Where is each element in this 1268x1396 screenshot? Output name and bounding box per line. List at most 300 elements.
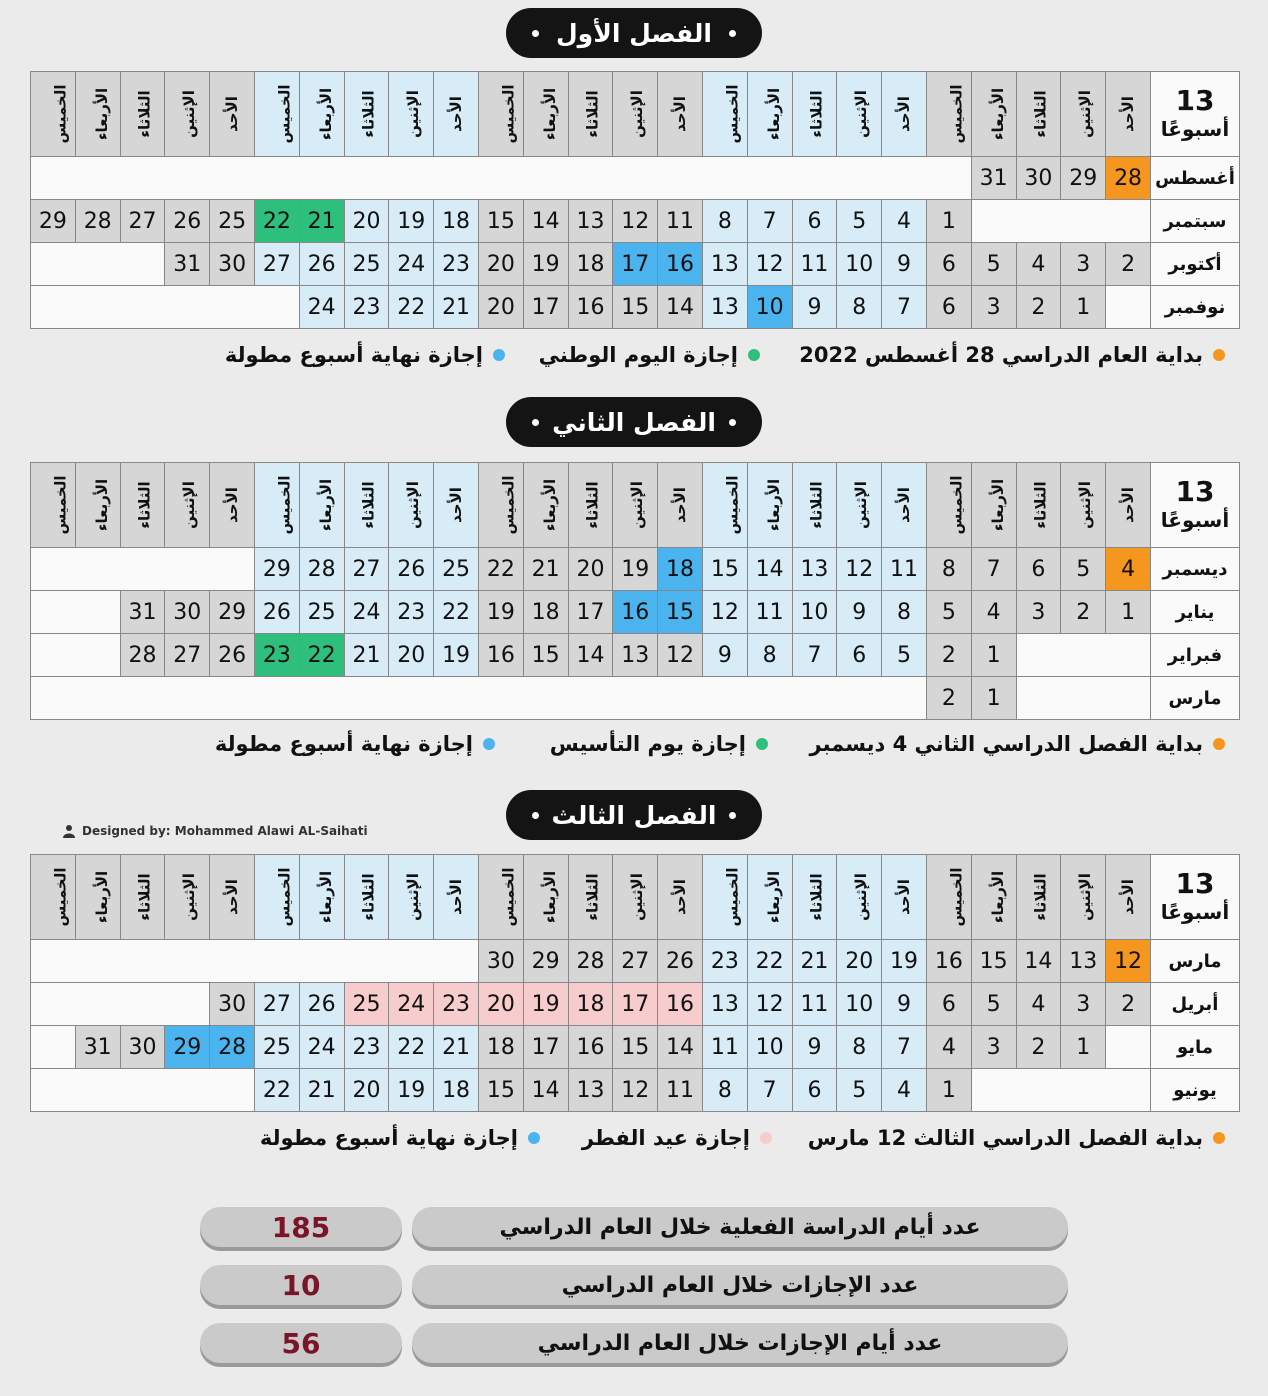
day-cell: 24 bbox=[389, 243, 434, 286]
weekday-label: الأربعاء bbox=[540, 87, 559, 141]
day-cell: 20 bbox=[568, 548, 613, 591]
day-cell: 25 bbox=[210, 200, 255, 243]
weekday-label: الأربعاء bbox=[92, 870, 111, 924]
day-cell: 21 bbox=[344, 634, 389, 677]
day-cell: 21 bbox=[434, 1026, 479, 1069]
month-row bbox=[31, 1026, 1240, 1069]
weekday-header bbox=[971, 463, 1016, 548]
day-cell: 27 bbox=[165, 634, 210, 677]
day-cell: 4 bbox=[882, 1069, 927, 1112]
month-row bbox=[31, 634, 1240, 677]
day-cell: 9 bbox=[882, 983, 927, 1026]
day-cell: 16 bbox=[478, 634, 523, 677]
stat-label: عدد أيام الدراسة الفعلية خلال العام الدراسي bbox=[412, 1207, 1068, 1247]
designer-credit bbox=[62, 824, 368, 838]
weekday-label: الخميس bbox=[947, 84, 966, 144]
weekday-label: الأحد bbox=[223, 879, 242, 915]
day-cell: 30 bbox=[165, 591, 210, 634]
weekday-label: الإثنين bbox=[628, 873, 647, 921]
day-cell: 8 bbox=[882, 591, 927, 634]
month-row bbox=[31, 983, 1240, 1026]
day-cell: 16 bbox=[568, 1026, 613, 1069]
weekday-label: الإثنين bbox=[404, 873, 423, 921]
day-cell: 31 bbox=[75, 1026, 120, 1069]
weekday-header bbox=[389, 463, 434, 548]
weekday-header bbox=[1061, 72, 1106, 157]
day-cell: 28 bbox=[210, 1026, 255, 1069]
day-cell: 28 bbox=[75, 200, 120, 243]
day-cell: 14 bbox=[523, 200, 568, 243]
day-cell: 12 bbox=[747, 983, 792, 1026]
month-row bbox=[31, 157, 1240, 200]
day-cell: 11 bbox=[792, 983, 837, 1026]
day-cell: 31 bbox=[971, 157, 1016, 200]
day-cell: 11 bbox=[882, 548, 927, 591]
legend-dot-icon bbox=[756, 738, 768, 750]
bullet-icon bbox=[532, 812, 539, 819]
weekday-label: الإثنين bbox=[1076, 481, 1095, 529]
day-cell: 19 bbox=[389, 1069, 434, 1112]
day-cell: 30 bbox=[120, 1026, 165, 1069]
weekday-header bbox=[31, 72, 76, 157]
stat-label: عدد الإجازات خلال العام الدراسي bbox=[412, 1265, 1068, 1305]
day-cell: 13 bbox=[568, 1069, 613, 1112]
weeks-word: أسبوعًا bbox=[1160, 508, 1230, 532]
weekday-label: الأحد bbox=[895, 487, 914, 523]
day-cell: 28 bbox=[1106, 157, 1151, 200]
day-cell: 20 bbox=[478, 243, 523, 286]
empty-cell bbox=[1106, 1026, 1151, 1069]
legend-dot-icon bbox=[483, 738, 495, 750]
day-cell: 25 bbox=[299, 591, 344, 634]
weekday-label: الأحد bbox=[447, 487, 466, 523]
legend-dot-icon bbox=[1213, 349, 1225, 361]
legend-dot-icon bbox=[528, 1132, 540, 1144]
day-cell: 26 bbox=[165, 200, 210, 243]
legend-text: إجازة عيد الفطر bbox=[581, 1126, 750, 1150]
day-cell: 18 bbox=[434, 1069, 479, 1112]
day-cell: 9 bbox=[702, 634, 747, 677]
empty-cell bbox=[31, 157, 972, 200]
day-cell: 13 bbox=[613, 634, 658, 677]
day-cell: 30 bbox=[1016, 157, 1061, 200]
day-cell: 5 bbox=[882, 634, 927, 677]
legend-text: بداية العام الدراسي 28 أغسطس 2022 bbox=[799, 343, 1203, 367]
legend-dot-icon bbox=[760, 1132, 772, 1144]
day-cell: 14 bbox=[568, 634, 613, 677]
day-cell: 13 bbox=[568, 200, 613, 243]
day-cell: 6 bbox=[837, 634, 882, 677]
weekday-header bbox=[299, 72, 344, 157]
term-title-text: الفصل الأول bbox=[555, 18, 713, 48]
weekday-header bbox=[120, 463, 165, 548]
day-cell: 13 bbox=[702, 243, 747, 286]
term-2-legend bbox=[0, 732, 1268, 762]
legend-item bbox=[539, 343, 760, 367]
weeks-count-header bbox=[1151, 855, 1240, 940]
day-cell: 2 bbox=[926, 677, 971, 720]
weekday-header bbox=[75, 72, 120, 157]
legend-item bbox=[808, 1126, 1225, 1150]
day-cell: 1 bbox=[926, 200, 971, 243]
day-cell: 12 bbox=[613, 1069, 658, 1112]
weekday-label: الأحد bbox=[1119, 879, 1138, 915]
weekday-header bbox=[523, 463, 568, 548]
weekday-header bbox=[882, 463, 927, 548]
legend-item bbox=[810, 732, 1225, 756]
legend-item bbox=[215, 732, 495, 756]
weekday-header bbox=[882, 72, 927, 157]
day-cell: 6 bbox=[926, 243, 971, 286]
day-cell: 15 bbox=[971, 940, 1016, 983]
legend-dot-icon bbox=[493, 349, 505, 361]
day-cell: 1 bbox=[926, 1069, 971, 1112]
day-cell: 7 bbox=[882, 1026, 927, 1069]
empty-cell bbox=[31, 591, 121, 634]
weekday-label: الإثنين bbox=[852, 873, 871, 921]
month-row bbox=[31, 677, 1240, 720]
empty-cell bbox=[31, 940, 479, 983]
weekday-header bbox=[702, 463, 747, 548]
day-cell: 1 bbox=[971, 677, 1016, 720]
day-cell: 23 bbox=[254, 634, 299, 677]
month-name: أغسطس bbox=[1151, 157, 1240, 200]
day-cell: 29 bbox=[254, 548, 299, 591]
bullet-icon bbox=[532, 30, 539, 37]
weekday-header bbox=[1061, 463, 1106, 548]
day-cell: 27 bbox=[120, 200, 165, 243]
stat-value: 56 bbox=[200, 1323, 402, 1363]
weekday-header bbox=[210, 855, 255, 940]
term-3-legend bbox=[0, 1126, 1268, 1156]
day-cell: 1 bbox=[971, 634, 1016, 677]
term-title-3 bbox=[506, 790, 762, 840]
weekday-header bbox=[613, 855, 658, 940]
weekday-label: الخميس bbox=[51, 475, 70, 535]
weekday-label: الأربعاء bbox=[764, 87, 783, 141]
weekday-label: الأحد bbox=[1119, 487, 1138, 523]
day-cell: 18 bbox=[568, 983, 613, 1026]
weekday-header bbox=[434, 463, 479, 548]
empty-cell bbox=[31, 548, 255, 591]
weekday-header bbox=[568, 463, 613, 548]
weeks-word: أسبوعًا bbox=[1160, 900, 1230, 924]
weekday-label: الأحد bbox=[895, 879, 914, 915]
bullet-icon bbox=[729, 812, 736, 819]
weekday-label: الخميس bbox=[723, 867, 742, 927]
weekday-label: الخميس bbox=[723, 84, 742, 144]
weekday-header bbox=[792, 463, 837, 548]
weekday-header bbox=[165, 855, 210, 940]
weekday-header bbox=[568, 855, 613, 940]
empty-cell bbox=[31, 677, 927, 720]
day-cell: 17 bbox=[613, 983, 658, 1026]
bullet-icon bbox=[729, 30, 736, 37]
legend-dot-icon bbox=[748, 349, 760, 361]
weekday-label: الخميس bbox=[275, 867, 294, 927]
day-cell: 29 bbox=[1061, 157, 1106, 200]
day-cell: 2 bbox=[926, 634, 971, 677]
weekday-header bbox=[75, 855, 120, 940]
weekday-header bbox=[344, 463, 389, 548]
month-row bbox=[31, 548, 1240, 591]
day-cell: 7 bbox=[747, 1069, 792, 1112]
weekday-header bbox=[1061, 855, 1106, 940]
weekday-label: الأربعاء bbox=[316, 87, 335, 141]
day-cell: 11 bbox=[658, 200, 703, 243]
legend-text: بداية الفصل الدراسي الثالث 12 مارس bbox=[807, 1126, 1203, 1150]
empty-cell bbox=[31, 286, 300, 329]
weekday-label: الأربعاء bbox=[316, 478, 335, 532]
weekday-label: الأحد bbox=[895, 96, 914, 132]
weekday-label: الإثنين bbox=[404, 481, 423, 529]
day-cell: 28 bbox=[299, 548, 344, 591]
legend-item bbox=[550, 732, 768, 756]
day-cell: 30 bbox=[210, 243, 255, 286]
weeks-count: 13 bbox=[1175, 867, 1215, 900]
legend-item bbox=[260, 1126, 540, 1150]
weeks-count-header bbox=[1151, 463, 1240, 548]
day-cell: 22 bbox=[747, 940, 792, 983]
weekday-label: الخميس bbox=[499, 84, 518, 144]
bullet-icon bbox=[729, 419, 736, 426]
legend-text: إجازة نهاية أسبوع مطولة bbox=[224, 343, 483, 367]
weekday-header bbox=[1016, 463, 1061, 548]
empty-cell bbox=[1106, 286, 1151, 329]
term-title-text: الفصل الثاني bbox=[552, 407, 716, 437]
empty-cell bbox=[31, 1026, 76, 1069]
day-cell: 2 bbox=[1061, 591, 1106, 634]
month-name: فبراير bbox=[1151, 634, 1240, 677]
empty-cell bbox=[971, 1069, 1150, 1112]
day-cell: 15 bbox=[613, 286, 658, 329]
empty-cell bbox=[31, 1069, 255, 1112]
weekday-label: الخميس bbox=[275, 475, 294, 535]
day-cell: 8 bbox=[702, 1069, 747, 1112]
day-cell: 15 bbox=[478, 200, 523, 243]
day-cell: 8 bbox=[702, 200, 747, 243]
empty-cell bbox=[31, 634, 121, 677]
day-cell: 27 bbox=[613, 940, 658, 983]
month-name: نوفمبر bbox=[1151, 286, 1240, 329]
day-cell: 6 bbox=[926, 286, 971, 329]
day-cell: 19 bbox=[523, 983, 568, 1026]
weekday-header bbox=[210, 72, 255, 157]
weekday-label: الأحد bbox=[223, 487, 242, 523]
day-cell: 10 bbox=[837, 243, 882, 286]
legend-dot-icon bbox=[1213, 1132, 1225, 1144]
weekday-header bbox=[613, 72, 658, 157]
weekday-label: الثلاثاء bbox=[1031, 873, 1050, 921]
day-cell: 22 bbox=[478, 548, 523, 591]
day-cell: 18 bbox=[568, 243, 613, 286]
stat-label: عدد أيام الإجازات خلال العام الدراسي bbox=[412, 1323, 1068, 1363]
weekday-label: الأربعاء bbox=[316, 870, 335, 924]
weekday-header bbox=[747, 855, 792, 940]
weekday-header bbox=[613, 463, 658, 548]
weeks-count: 13 bbox=[1175, 475, 1215, 508]
month-row bbox=[31, 1069, 1240, 1112]
weekday-label: الأربعاء bbox=[988, 478, 1007, 532]
month-name: سبتمبر bbox=[1151, 200, 1240, 243]
weekday-label: الأربعاء bbox=[764, 478, 783, 532]
month-row bbox=[31, 286, 1240, 329]
day-cell: 23 bbox=[389, 591, 434, 634]
day-cell: 12 bbox=[1106, 940, 1151, 983]
weekday-label: الثلاثاء bbox=[583, 873, 602, 921]
day-cell: 13 bbox=[792, 548, 837, 591]
day-cell: 30 bbox=[478, 940, 523, 983]
weekday-header bbox=[926, 72, 971, 157]
day-cell: 4 bbox=[1106, 548, 1151, 591]
weekday-header bbox=[523, 855, 568, 940]
day-cell: 8 bbox=[837, 1026, 882, 1069]
legend-text: إجازة اليوم الوطني bbox=[538, 343, 738, 367]
term-3-calendar bbox=[30, 854, 1240, 1112]
day-cell: 21 bbox=[792, 940, 837, 983]
weekday-label: الأحد bbox=[671, 96, 690, 132]
day-cell: 25 bbox=[344, 983, 389, 1026]
weekday-header bbox=[478, 72, 523, 157]
weekday-label: الخميس bbox=[275, 84, 294, 144]
weekday-header bbox=[926, 463, 971, 548]
credit-text: Designed by: Mohammed Alawi AL-Saihati bbox=[82, 824, 368, 838]
month-name: يناير bbox=[1151, 591, 1240, 634]
empty-cell bbox=[1016, 634, 1150, 677]
day-cell: 18 bbox=[658, 548, 703, 591]
weekday-label: الثلاثاء bbox=[807, 873, 826, 921]
weekday-header bbox=[210, 463, 255, 548]
weekday-label: الإثنين bbox=[852, 481, 871, 529]
stat-value: 185 bbox=[200, 1207, 402, 1247]
day-cell: 14 bbox=[747, 548, 792, 591]
day-cell: 20 bbox=[389, 634, 434, 677]
weekday-header bbox=[1106, 855, 1151, 940]
weekday-header bbox=[165, 463, 210, 548]
weekday-header bbox=[747, 72, 792, 157]
term-title-1 bbox=[506, 8, 762, 58]
person-icon bbox=[62, 824, 76, 838]
day-cell: 16 bbox=[658, 983, 703, 1026]
legend-text: إجازة يوم التأسيس bbox=[549, 732, 746, 756]
month-row bbox=[31, 243, 1240, 286]
weekday-label: الثلاثاء bbox=[583, 481, 602, 529]
day-cell: 2 bbox=[1016, 1026, 1061, 1069]
weekday-header bbox=[299, 463, 344, 548]
weekday-header bbox=[837, 72, 882, 157]
day-cell: 23 bbox=[434, 243, 479, 286]
weekday-header bbox=[299, 855, 344, 940]
day-cell: 19 bbox=[389, 200, 434, 243]
term-1-calendar bbox=[30, 71, 1240, 329]
weekday-label: الإثنين bbox=[180, 481, 199, 529]
day-cell: 3 bbox=[971, 286, 1016, 329]
weekday-label: الثلاثاء bbox=[359, 873, 378, 921]
day-cell: 15 bbox=[478, 1069, 523, 1112]
weekday-header bbox=[658, 463, 703, 548]
day-cell: 24 bbox=[299, 286, 344, 329]
day-cell: 22 bbox=[389, 1026, 434, 1069]
weekday-label: الخميس bbox=[51, 84, 70, 144]
weekday-label: الإثنين bbox=[1076, 90, 1095, 138]
day-cell: 21 bbox=[434, 286, 479, 329]
weekday-header bbox=[344, 72, 389, 157]
day-cell: 22 bbox=[254, 200, 299, 243]
day-cell: 14 bbox=[658, 286, 703, 329]
day-cell: 12 bbox=[613, 200, 658, 243]
month-name: ديسمبر bbox=[1151, 548, 1240, 591]
day-cell: 17 bbox=[523, 286, 568, 329]
weekday-label: الثلاثاء bbox=[583, 90, 602, 138]
day-cell: 15 bbox=[702, 548, 747, 591]
month-row bbox=[31, 591, 1240, 634]
day-cell: 27 bbox=[254, 983, 299, 1026]
term-title-text: الفصل الثالث bbox=[551, 800, 717, 830]
day-cell: 17 bbox=[613, 243, 658, 286]
day-cell: 11 bbox=[658, 1069, 703, 1112]
day-cell: 25 bbox=[434, 548, 479, 591]
legend-text: بداية الفصل الدراسي الثاني 4 ديسمبر bbox=[809, 732, 1203, 756]
day-cell: 4 bbox=[926, 1026, 971, 1069]
day-cell: 18 bbox=[523, 591, 568, 634]
empty-cell bbox=[31, 983, 210, 1026]
day-cell: 30 bbox=[210, 983, 255, 1026]
weekday-header bbox=[792, 72, 837, 157]
weekday-header bbox=[702, 72, 747, 157]
day-cell: 12 bbox=[658, 634, 703, 677]
day-cell: 10 bbox=[747, 1026, 792, 1069]
legend-text: إجازة نهاية أسبوع مطولة bbox=[214, 732, 473, 756]
day-cell: 22 bbox=[389, 286, 434, 329]
day-cell: 6 bbox=[792, 1069, 837, 1112]
day-cell: 13 bbox=[702, 286, 747, 329]
term-title-2 bbox=[506, 397, 762, 447]
weekday-header bbox=[926, 855, 971, 940]
weekday-header bbox=[971, 72, 1016, 157]
day-cell: 26 bbox=[658, 940, 703, 983]
day-cell: 9 bbox=[792, 286, 837, 329]
day-cell: 14 bbox=[658, 1026, 703, 1069]
day-cell: 13 bbox=[702, 983, 747, 1026]
weekday-label: الأربعاء bbox=[540, 478, 559, 532]
weekday-label: الخميس bbox=[947, 867, 966, 927]
day-cell: 3 bbox=[1061, 983, 1106, 1026]
day-cell: 5 bbox=[971, 243, 1016, 286]
legend-item bbox=[582, 1126, 772, 1150]
weekday-header bbox=[702, 855, 747, 940]
day-cell: 10 bbox=[792, 591, 837, 634]
weekday-header bbox=[120, 72, 165, 157]
weekday-header bbox=[434, 72, 479, 157]
day-cell: 17 bbox=[523, 1026, 568, 1069]
weekday-label: الإثنين bbox=[180, 90, 199, 138]
weekday-header bbox=[344, 855, 389, 940]
empty-cell bbox=[31, 243, 165, 286]
day-cell: 12 bbox=[837, 548, 882, 591]
day-cell: 2 bbox=[1106, 983, 1151, 1026]
day-cell: 15 bbox=[523, 634, 568, 677]
weekday-label: الإثنين bbox=[1076, 873, 1095, 921]
weekday-header bbox=[254, 72, 299, 157]
day-cell: 11 bbox=[792, 243, 837, 286]
day-cell: 24 bbox=[344, 591, 389, 634]
day-cell: 9 bbox=[882, 243, 927, 286]
day-cell: 5 bbox=[926, 591, 971, 634]
day-cell: 15 bbox=[613, 1026, 658, 1069]
term-1-legend bbox=[0, 343, 1268, 373]
day-cell: 31 bbox=[120, 591, 165, 634]
day-cell: 27 bbox=[254, 243, 299, 286]
